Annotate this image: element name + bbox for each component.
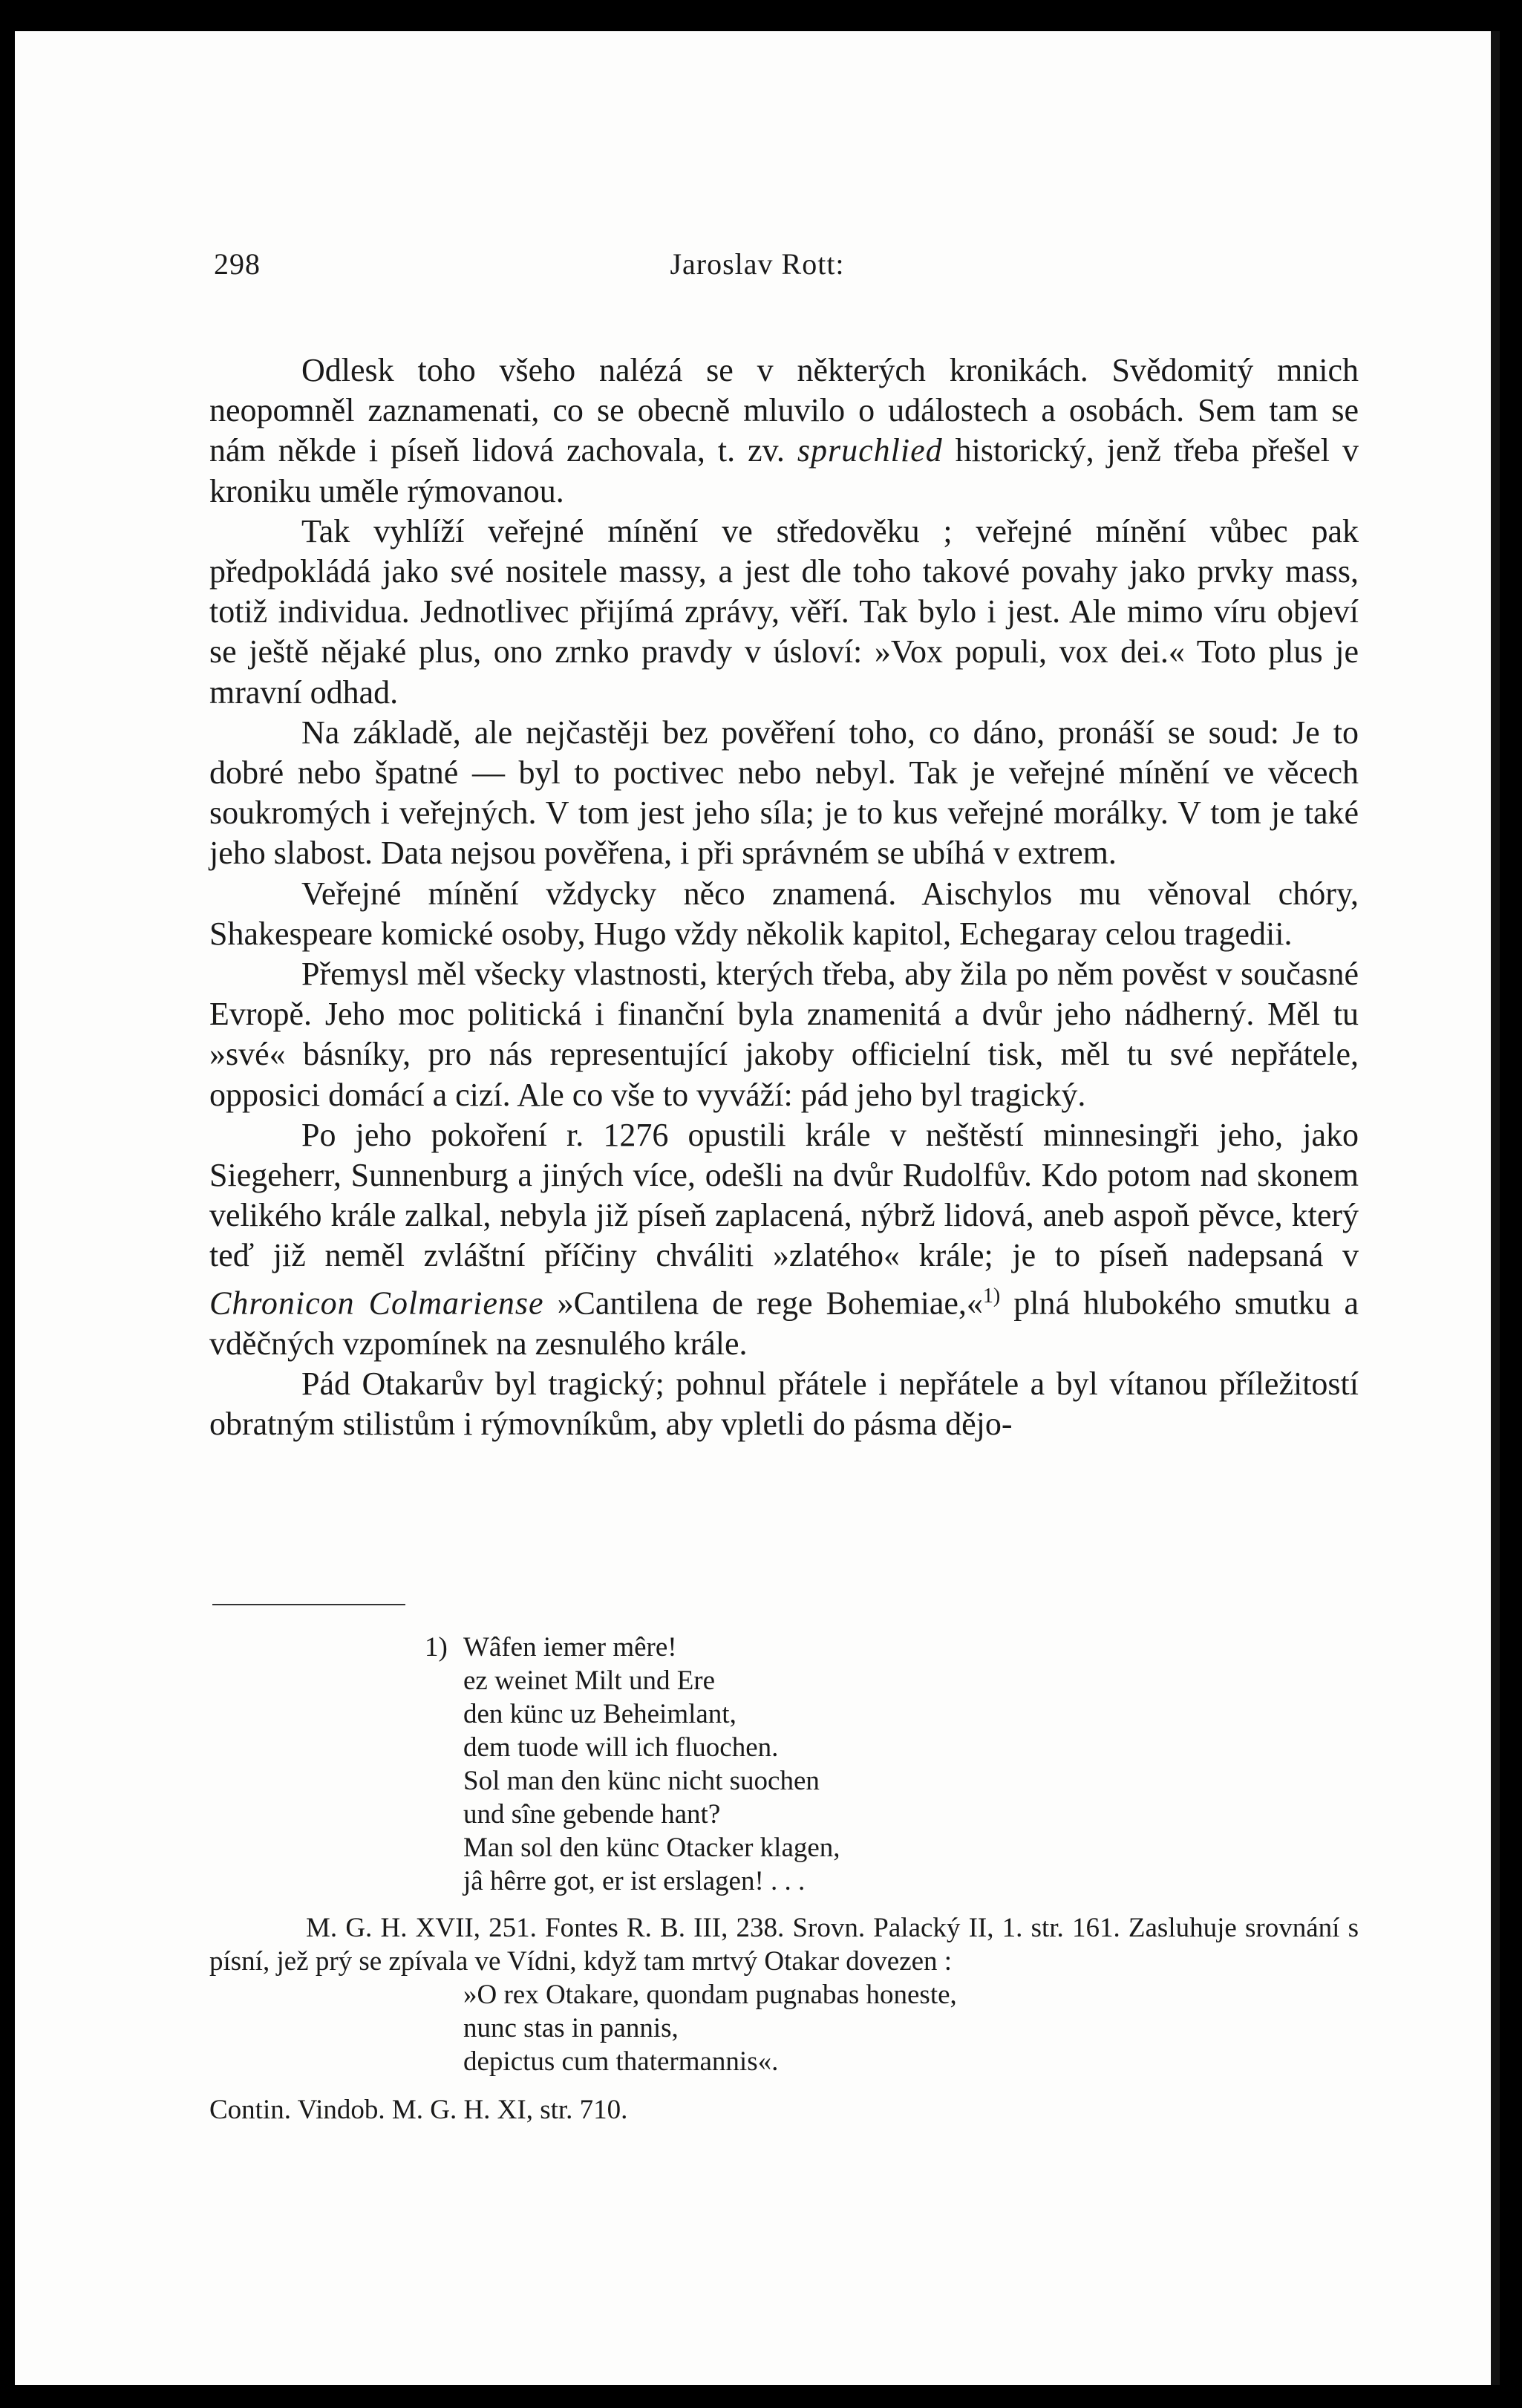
- poem-line: 1) Wâfen iemer mêre!: [425, 1632, 677, 1663]
- body-text: [209, 350, 1359, 1444]
- footnote-rule: [212, 1604, 405, 1605]
- footnote-ref: 1): [982, 1284, 1001, 1308]
- footnote-marker: 1): [425, 1632, 448, 1663]
- footnote-poem: [425, 1619, 1359, 1898]
- footnote-source: Contin. Vindob. M. G. H. XI, str. 710.: [209, 2095, 628, 2125]
- book-page: [15, 31, 1500, 2385]
- paragraph-2: Tak vyhlíží veřejné mínění ve středověku ; veřejné mínění vůbec pak předpokládá jako své nositele massy, a jest dle toho takové povahy jako prvky mass, totiž individua. Jednotlivec přijímá zprávy, věří. Tak bylo i jest. Ale mimo víru objeví se ještě nějaké plus, ono zrnko pravdy v úsloví: »Vox populi, vox dei.« Toto plus je mravní odhad.: [209, 512, 1359, 711]
- poem-line: jâ hêrre got, er ist erslagen! . . .: [463, 1866, 806, 1896]
- paragraph-1: Odlesk toho všeho nalézá se v některých kronikách. Svědomitý mnich neopomněl zaznamenati, co se obecně mluvilo o událostech a osobách. Sem tam se nám někde i píseň lidová zachovala, t. zv. spruchlied historický, jenž třeba přešel v kroniku uměle rýmovanou.: [209, 352, 1359, 509]
- poem-line: und sîne gebende hant?: [463, 1799, 721, 1830]
- running-title: Jaroslav Rott:: [670, 247, 845, 281]
- running-head: [15, 247, 1500, 291]
- poem-line: Sol man den künc nicht suochen: [463, 1766, 820, 1796]
- poem-line: Man sol den künc Otacker klagen,: [463, 1833, 840, 1863]
- paragraph-7: Pád Otakarův byl tragický; pohnul přátele i nepřátele a byl vítanou příležitostí obratným stilistům i rýmovníkům, aby vpletli do pásma dějo-: [209, 1365, 1359, 1442]
- latin-verse: [463, 1978, 1359, 2078]
- paragraph-3: Na základě, ale nejčastěji bez pověření toho, co dáno, pronáší se soud: Je to dobré nebo špatné — byl to poctivec nebo nebyl. Tak je veřejné mínění ve věcech soukromých i veřejných. V tom jest jeho síla; je to kus veřejné morálky. V tom je také jeho slabost. Data nejsou pověřena, i při správném se ubíhá v extrem.: [209, 714, 1359, 872]
- poem-line: den künc uz Beheimlant,: [463, 1699, 736, 1729]
- page-edge-shadow: [1491, 31, 1500, 2385]
- latin-line: depictus cum thatermannis«.: [463, 2046, 779, 2077]
- footnote-reference: M. G. H. XVII, 251. Fontes R. B. III, 238. Srovn. Palacký II, 1. str. 161. Zasluhuje srovnání s písní, jež prý se zpívala ve Vídni, když tam mrtvý Otakar dovezen :: [209, 1913, 1359, 1977]
- paragraph-6: Po jeho pokoření r. 1276 opustili krále v neštěstí minnesingři jeho, jako Siegeherr, Sunnenburg a jiných více, odešli na dvůr Rudolfův. Kdo potom nad skonem velikého krále zalkal, nebyla již píseň zaplacená, nýbrž lidová, aneb aspoň pěvce, který teď již neměl zvláštní příčiny chváliti »zlatého« krále; je to píseň nadepsaná v Chronicon Colmariense »Cantilena de rege Bohemiae,«$^{1)}$ plná hlubokého smutku a vděčných vzpomínek na zesnulého krále.: [209, 1116, 1359, 1362]
- poem-line: ez weinet Milt und Ere: [463, 1665, 716, 1696]
- chronicon-title: Chronicon Colmariense: [209, 1285, 544, 1322]
- latin-line: »O rex Otakare, quondam pugnabas honeste,: [463, 1980, 957, 2010]
- poem-line: dem tuode will ich fluochen.: [463, 1732, 779, 1763]
- latin-line: nunc stas in pannis,: [463, 2013, 679, 2043]
- paragraph-5: Přemysl měl všecky vlastnosti, kterých třeba, aby žila po něm pověst v současné Evropě. Jeho moc politická i finanční byla znamenitá a dvůr jeho nádherný. Měl tu »své« básníky, pro nás representující jakoby officielní tisk, měl tu své nepřátele, opposici domácí a cizí. Ale co vše to vyváží: pád jeho byl tragický.: [209, 956, 1359, 1113]
- footnotes: [209, 1619, 1359, 2127]
- page-number: 298: [214, 247, 261, 281]
- paragraph-4: Veřejné mínění vždycky něco znamená. Aischylos mu věnoval chóry, Shakespeare komické osoby, Hugo vždy několik kapitol, Echegaray celou tragedii.: [209, 875, 1359, 952]
- spruchlied-term: spruchlied: [797, 432, 943, 469]
